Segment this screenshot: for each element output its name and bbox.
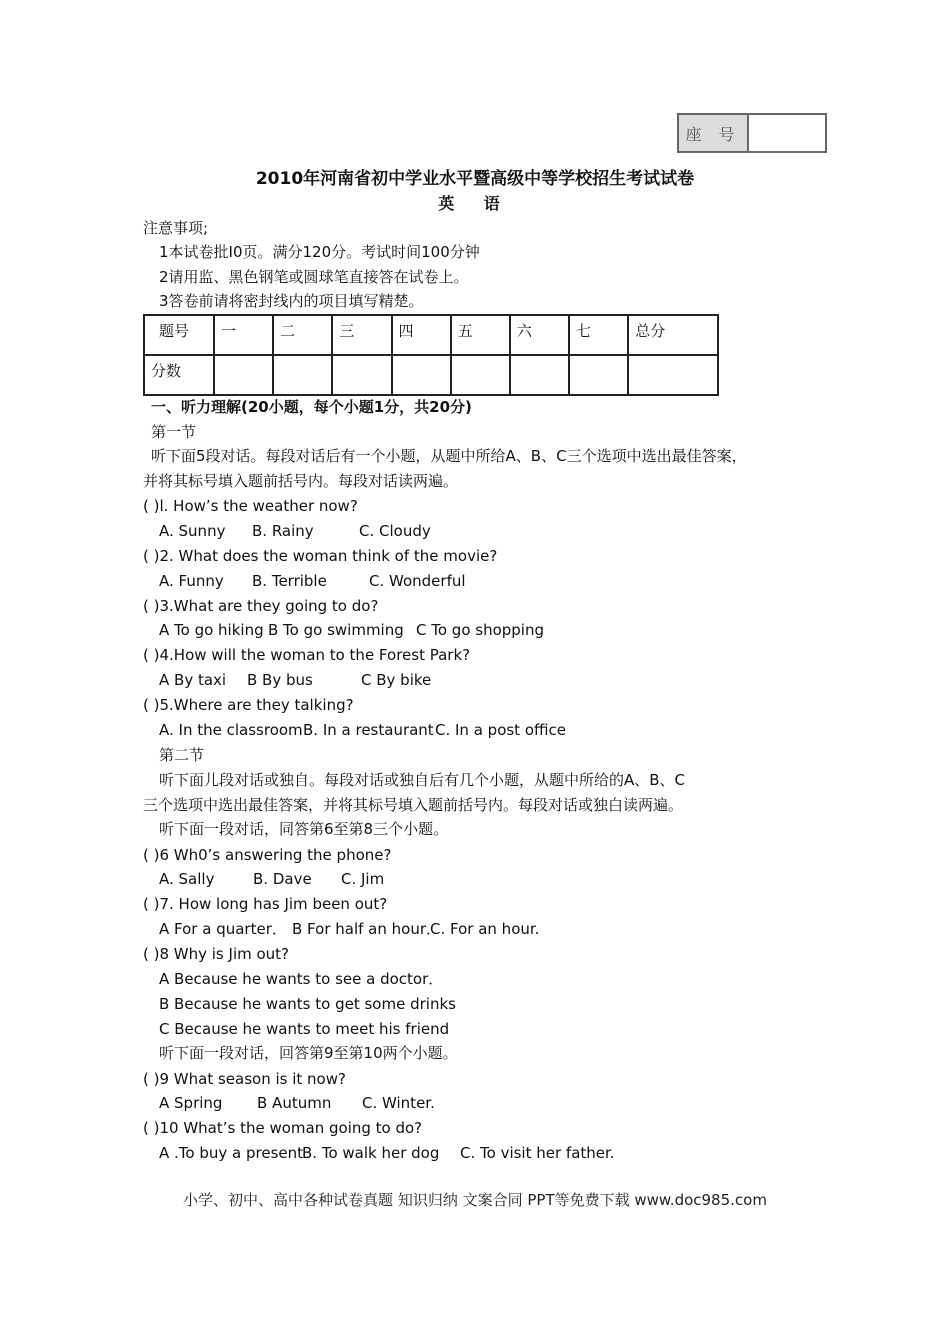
notice-item-1: 1本试卷批I0页。满分120分。考试时间100分钟 (159, 243, 480, 261)
score-cell[interactable] (214, 355, 273, 395)
question: ( )8 Why is Jim out? (143, 945, 290, 963)
exam-subject: 英 语 (438, 194, 512, 213)
option-a: A Spring (159, 1094, 223, 1112)
score-cell[interactable] (628, 355, 718, 395)
option-c: C To go shopping (416, 621, 545, 639)
score-table-header-row (144, 315, 718, 355)
instruction-text: 听下面一段对话，回答第9至第10两个小题。 (159, 1044, 458, 1062)
option-b: B To go swimming (268, 621, 404, 639)
score-cell[interactable] (332, 355, 391, 395)
question: ( )2. What does the woman think of the movie? (143, 547, 498, 565)
score-cell[interactable] (510, 355, 569, 395)
notice-item-3: 3答卷前请将密封线内的项目填写精楚。 (159, 292, 424, 310)
score-header-total: 总分 (628, 315, 718, 355)
option-c: C Because he wants to meet his friend (159, 1020, 450, 1038)
instruction-text: 听下面一段对话，同答第6至第8三个小题。 (159, 820, 449, 838)
score-header-5: 五 (451, 315, 510, 355)
footer-text: 小学、初中、高中各种试卷真题 知识归纳 文案合同 PPT等免费下载 www.doc985.com (183, 1191, 767, 1209)
score-header-7: 七 (569, 315, 628, 355)
score-cell[interactable] (569, 355, 628, 395)
question: ( )10 What’s the woman going to do? (143, 1119, 423, 1137)
option-c: C. Wonderful (369, 572, 466, 590)
option-a: A .To buy a present (159, 1144, 304, 1162)
option-b: B For half an hour． (292, 920, 442, 938)
option-a: A For a quarter． (159, 920, 287, 938)
score-header-label: 题号 (144, 315, 214, 355)
question: ( )7. How long has Jim been out? (143, 895, 388, 913)
seat-number-label: 座 号 (679, 115, 749, 151)
option-b: B. To walk her dog (302, 1144, 440, 1162)
option-c: C. For an hour. (430, 920, 540, 938)
question: ( )4.How will the woman to the Forest Park? (143, 646, 471, 664)
score-cell[interactable] (273, 355, 332, 395)
option-b: B. Rainy (252, 522, 314, 540)
score-cell[interactable] (451, 355, 510, 395)
option-a: A. Sally (159, 870, 215, 888)
question: ( )3.What are they going to do? (143, 597, 379, 615)
option-b: B. Dave (253, 870, 312, 888)
question: ( )5.Where are they talking? (143, 696, 354, 714)
seat-number-field[interactable] (749, 115, 825, 151)
option-b: B. In a restaurant (303, 721, 434, 739)
question: ( )l. How’s the weather now? (143, 497, 358, 515)
exam-title: 2010年河南省初中学业水平暨高级中等学校招生考试试卷 (255, 169, 695, 189)
score-header-4: 四 (392, 315, 451, 355)
option-b: B Autumn (257, 1094, 332, 1112)
part-heading: 第二节 (159, 746, 205, 764)
score-row-label: 分数 (144, 355, 214, 395)
option-b: B By bus (247, 671, 313, 689)
option-c: C. Cloudy (359, 522, 431, 540)
part-heading: 第一节 (151, 423, 197, 441)
option-c: C. To visit her father. (460, 1144, 615, 1162)
notice-item-2: 2请用监、黑色钢笔或圆球笔直接答在试卷上。 (159, 268, 469, 286)
score-cell[interactable] (392, 355, 451, 395)
option-c: C. In a post office (435, 721, 566, 739)
option-a: A By taxi (159, 671, 227, 689)
option-a: A. In the classroom (159, 721, 303, 739)
score-table-score-row (144, 355, 718, 395)
score-header-6: 六 (510, 315, 569, 355)
option-b: B. Terrible (252, 572, 327, 590)
option-c: C. Winter. (362, 1094, 435, 1112)
instruction-text: 听下面5段对话。每段对话后有一个小题，从题中所给A、B、C三个选项中选出最佳答案， (151, 447, 747, 465)
option-a: A. Funny (159, 572, 224, 590)
notice-heading: 注意事项; (143, 219, 209, 237)
seat-number-box (677, 113, 827, 153)
question: ( )9 What season is it now? (143, 1070, 346, 1088)
instruction-text: 三个选项中选出最佳答案，并将其标号填入题前括号内。每段对话或独白读两遍。 (143, 796, 684, 814)
instruction-text: 听下面儿段对话或独自。每段对话或独自后有几个小题，从题中所给的A、B、C (159, 771, 686, 789)
option-a: A To go hiking (159, 621, 264, 639)
score-header-2: 二 (273, 315, 332, 355)
score-header-3: 三 (332, 315, 391, 355)
score-table (143, 314, 719, 396)
option-a: A Because he wants to see a doctor． (159, 970, 444, 988)
question: ( )6 Wh0’s answering the phone? (143, 846, 392, 864)
option-a: A. Sunny (159, 522, 226, 540)
option-c: C By bike (361, 671, 432, 689)
section-title: 一、听力理解(20小题，每个小题1分，共20分) (151, 398, 472, 416)
score-header-1: 一 (214, 315, 273, 355)
option-c: C. Jim (341, 870, 385, 888)
option-b: B Because he wants to get some drinks (159, 995, 456, 1013)
instruction-text: 并将其标号填入题前括号内。每段对话读两遍。 (143, 472, 459, 490)
